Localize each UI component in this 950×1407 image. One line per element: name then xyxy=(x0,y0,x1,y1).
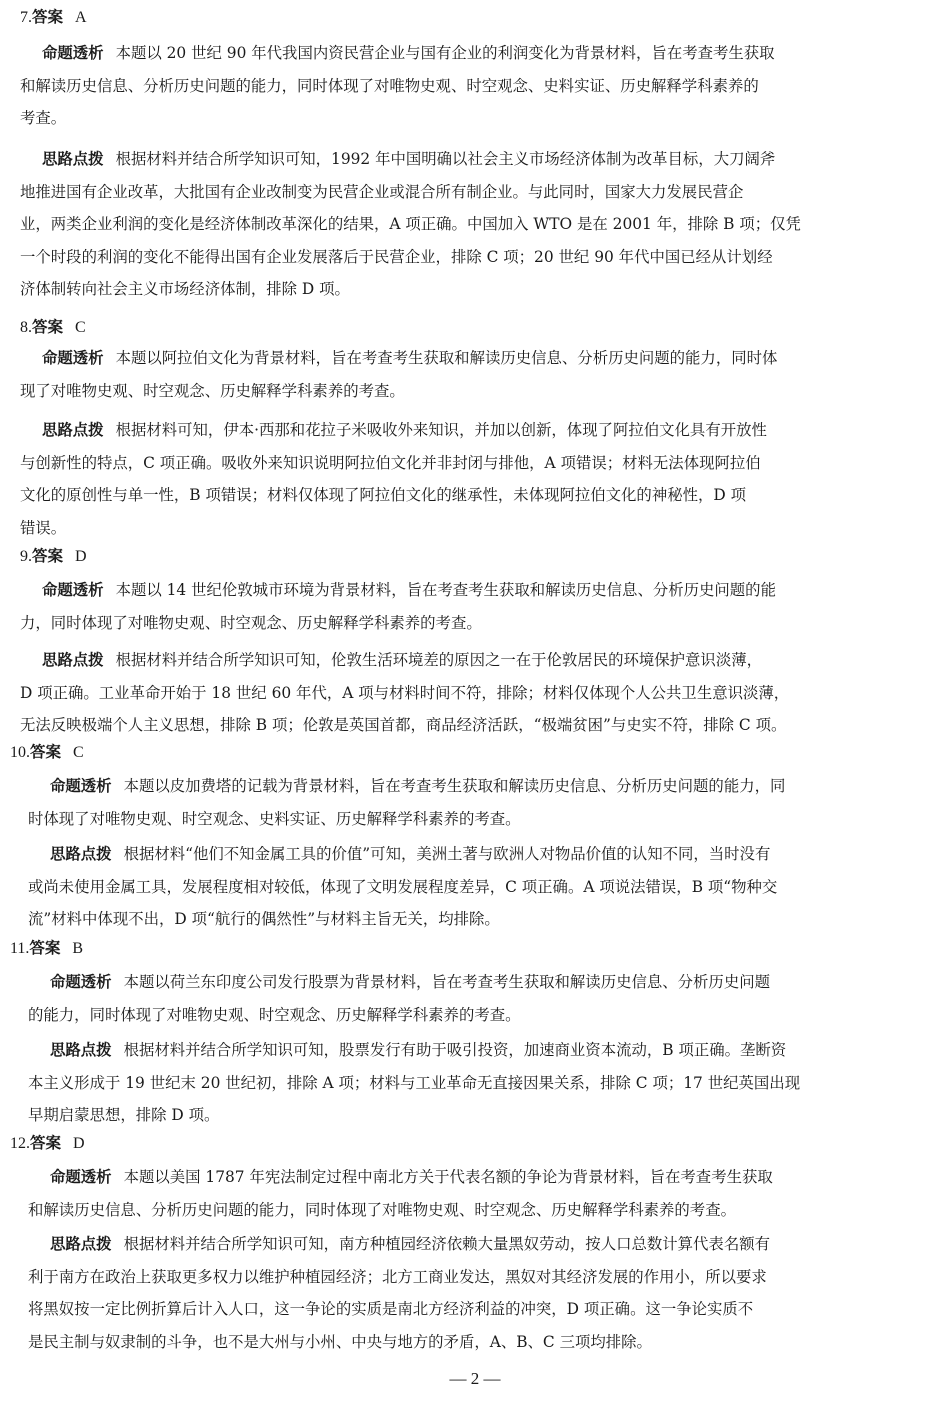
analysis-label: 命题透析 xyxy=(50,777,112,795)
reasoning-line xyxy=(20,512,66,544)
analysis-line xyxy=(42,37,775,69)
reasoning-label: 思路点拨 xyxy=(42,651,104,669)
reasoning-text: 将黑奴按一定比例折算后计入人口，这一争论的实质是南北方经济利益的冲突，D 项正确。这一争论实质不 xyxy=(28,1300,754,1318)
question-header xyxy=(10,737,84,767)
analysis-text: 现了对唯物史观、时空观念、历史解释学科素养的考查。 xyxy=(20,381,405,400)
answer-label: 答案 xyxy=(32,318,64,336)
answer-choice: D xyxy=(73,1135,85,1152)
analysis-line xyxy=(50,1161,773,1193)
analysis-line xyxy=(20,102,66,134)
answer-label: 答案 xyxy=(30,743,62,761)
analysis-line xyxy=(20,375,405,407)
reasoning-text: 根据材料“他们不知金属工具的价值”可知，美洲土著与欧洲人对物品价值的认知不同，当时没有 xyxy=(123,845,771,863)
reasoning-line xyxy=(28,1261,767,1293)
reasoning-text: 地推进国有企业改革，大批国有企业改制变为民营企业或混合所有制企业。与此同时，国家大力发展民营企 xyxy=(20,182,744,201)
reasoning-text: 本主义形成于 19 世纪末 20 世纪初，排除 A 项；材料与工业革命无直接因果关系，排除 C 项；17 世纪英国出现 xyxy=(28,1073,801,1092)
reasoning-label: 思路点拨 xyxy=(42,150,104,168)
reasoning-label: 思路点拨 xyxy=(50,845,112,863)
reasoning-line xyxy=(42,143,775,175)
reasoning-label: 思路点拨 xyxy=(50,1041,112,1059)
reasoning-text: 与创新性的特点，C 项正确。吸收外来知识说明阿拉伯文化并非封闭与排他，A 项错误；材料无法体现阿拉伯 xyxy=(20,453,761,472)
reasoning-text: 根据材料并结合所学知识可知，1992 年中国明确以社会主义市场经济体制为改革目标，大刀阔斧 xyxy=(115,150,776,168)
question-number: 12. xyxy=(10,1135,30,1152)
reasoning-text: D 项正确。工业革命开始于 18 世纪 60 年代，A 项与材料时间不符，排除；材料仅体现个人公共卫生意识淡薄， xyxy=(20,683,790,702)
reasoning-line xyxy=(28,1099,219,1131)
reasoning-line xyxy=(20,273,350,305)
reasoning-text: 无法反映极端个人主义思想，排除 B 项；伦敦是英国首都，商品经济活跃，“极端贫困”与史实不符，排除 C 项。 xyxy=(20,716,787,734)
question-number: 10. xyxy=(10,744,30,761)
reasoning-text: 根据材料并结合所学知识可知，股票发行有助于吸引投资，加速商业资本流动，B 项正确。垄断资 xyxy=(123,1041,787,1059)
analysis-line xyxy=(28,999,521,1031)
reasoning-line xyxy=(28,1326,652,1358)
analysis-text: 和解读历史信息、分析历史问题的能力，同时体现了对唯物史观、时空观念、历史解释学科素养的考查。 xyxy=(28,1200,736,1219)
reasoning-text: 根据材料可知，伊本·西那和花拉子米吸收外来知识，并加以创新，体现了阿拉伯文化具有开放性 xyxy=(115,421,767,439)
reasoning-text: 根据材料并结合所学知识可知，南方种植园经济依赖大量黑奴劳动，按人口总数计算代表名额有 xyxy=(123,1235,770,1253)
answer-choice: C xyxy=(75,319,86,336)
reasoning-line xyxy=(42,644,762,676)
question-header xyxy=(10,933,83,963)
analysis-label: 命题透析 xyxy=(42,349,104,367)
reasoning-text: 业，两类企业利润的变化是经济体制改革深化的结果，A 项正确。中国加入 WTO 是在 2001 年，排除 B 项；仅凭 xyxy=(20,215,801,233)
answer-choice: D xyxy=(75,548,87,565)
reasoning-line xyxy=(20,447,761,479)
analysis-text: 考查。 xyxy=(20,109,67,127)
answer-choice: C xyxy=(73,744,84,761)
reasoning-line xyxy=(20,208,801,240)
question-number: 9. xyxy=(20,548,32,565)
analysis-text: 时体现了对唯物史观、时空观念、史料实证、历史解释学科素养的考查。 xyxy=(28,809,521,828)
analysis-line xyxy=(28,1194,736,1226)
question-header xyxy=(20,2,87,32)
reasoning-text: 流”材料中体现不出，D 项“航行的偶然性”与材料主旨无关，均排除。 xyxy=(28,910,500,928)
question-number: 7. xyxy=(20,9,32,26)
reasoning-line xyxy=(20,479,746,511)
analysis-line xyxy=(50,966,770,998)
reasoning-line xyxy=(28,871,777,903)
reasoning-line xyxy=(28,1293,753,1325)
reasoning-line xyxy=(20,176,743,208)
answer-label: 答案 xyxy=(30,1134,62,1152)
reasoning-text: 或尚未使用金属工具，发展程度相对较低，体现了文明发展程度差异，C 项正确。A 项说法错误，B 项“物种交 xyxy=(28,877,778,896)
reasoning-text: 是民主制与奴隶制的斗争，也不是大州与小州、中央与地方的矛盾，A、B、C 三项均排除。 xyxy=(28,1332,652,1351)
reasoning-line xyxy=(20,709,786,741)
reasoning-line xyxy=(20,241,773,273)
analysis-line xyxy=(20,607,482,639)
analysis-label: 命题透析 xyxy=(50,973,112,991)
analysis-text: 本题以阿拉伯文化为背景材料，旨在考查考生获取和解读历史信息、分析历史问题的能力，同时体 xyxy=(115,349,778,367)
question-number: 11. xyxy=(10,940,30,957)
reasoning-text: 早期启蒙思想，排除 D 项。 xyxy=(28,1106,220,1124)
analysis-line xyxy=(20,70,759,102)
analysis-line xyxy=(50,770,785,802)
answer-label: 答案 xyxy=(32,547,64,565)
reasoning-text: 文化的原创性与单一性，B 项错误；材料仅体现了阿拉伯文化的继承性，未体现阿拉伯文化的神秘性，D 项 xyxy=(20,486,747,504)
reasoning-label: 思路点拨 xyxy=(42,421,104,439)
analysis-text: 本题以皮加费塔的记载为背景材料，旨在考查考生获取和解读历史信息、分析历史问题的能力，同 xyxy=(123,777,786,795)
reasoning-text: 根据材料并结合所学知识可知，伦敦生活环境差的原因之一在于伦敦居民的环境保护意识淡薄， xyxy=(115,651,762,669)
reasoning-line xyxy=(28,903,500,935)
reasoning-line xyxy=(42,414,767,446)
analysis-text: 力，同时体现了对唯物史观、时空观念、历史解释学科素养的考查。 xyxy=(20,613,482,632)
reasoning-line xyxy=(20,677,789,709)
analysis-text: 本题以美国 1787 年宪法制定过程中南北方关于代表名额的争论为背景材料，旨在考查考生获取 xyxy=(123,1168,773,1186)
reasoning-line xyxy=(50,1228,770,1260)
reasoning-line xyxy=(50,1034,786,1066)
analysis-text: 本题以 20 世纪 90 年代我国内资民营企业与国有企业的利润变化为背景材料，旨在考查考生获取 xyxy=(115,44,775,62)
reasoning-text: 济体制转向社会主义市场经济体制，排除 D 项。 xyxy=(20,280,350,298)
analysis-text: 本题以 14 世纪伦敦城市环境为背景材料，旨在考查考生获取和解读历史信息、分析历史问题的能 xyxy=(115,581,776,599)
answer-label: 答案 xyxy=(32,8,64,26)
analysis-line xyxy=(28,803,521,835)
analysis-label: 命题透析 xyxy=(42,44,104,62)
page-number: — 2 — xyxy=(449,1369,501,1388)
reasoning-label: 思路点拨 xyxy=(50,1235,112,1253)
question-header xyxy=(20,312,86,342)
question-header xyxy=(10,1128,85,1158)
reasoning-line xyxy=(28,1067,800,1099)
analysis-line xyxy=(42,574,776,606)
reasoning-text: 一个时段的利润的变化不能得出国有企业发展落后于民营企业，排除 C 项；20 世纪 90 年代中国已经从计划经 xyxy=(20,247,773,266)
reasoning-text: 利于南方在政治上获取更多权力以维护种植园经济；北方工商业发达，黑奴对其经济发展的作用小，所以要求 xyxy=(28,1267,767,1286)
question-number: 8. xyxy=(20,319,32,336)
answer-label: 答案 xyxy=(29,939,61,957)
analysis-label: 命题透析 xyxy=(42,581,104,599)
answer-choice: A xyxy=(75,9,87,26)
analysis-text: 本题以荷兰东印度公司发行股票为背景材料，旨在考查考生获取和解读历史信息、分析历史问题 xyxy=(123,973,770,991)
reasoning-line xyxy=(50,838,770,870)
analysis-text: 的能力，同时体现了对唯物史观、时空观念、历史解释学科素养的考查。 xyxy=(28,1005,521,1024)
analysis-line xyxy=(42,342,777,374)
reasoning-text: 错误。 xyxy=(20,518,67,537)
answer-choice: B xyxy=(72,940,84,957)
analysis-text: 和解读历史信息、分析历史问题的能力，同时体现了对唯物史观、时空观念、史料实证、历史解释学科素养的 xyxy=(20,76,759,95)
analysis-label: 命题透析 xyxy=(50,1168,112,1186)
question-header xyxy=(20,541,87,571)
